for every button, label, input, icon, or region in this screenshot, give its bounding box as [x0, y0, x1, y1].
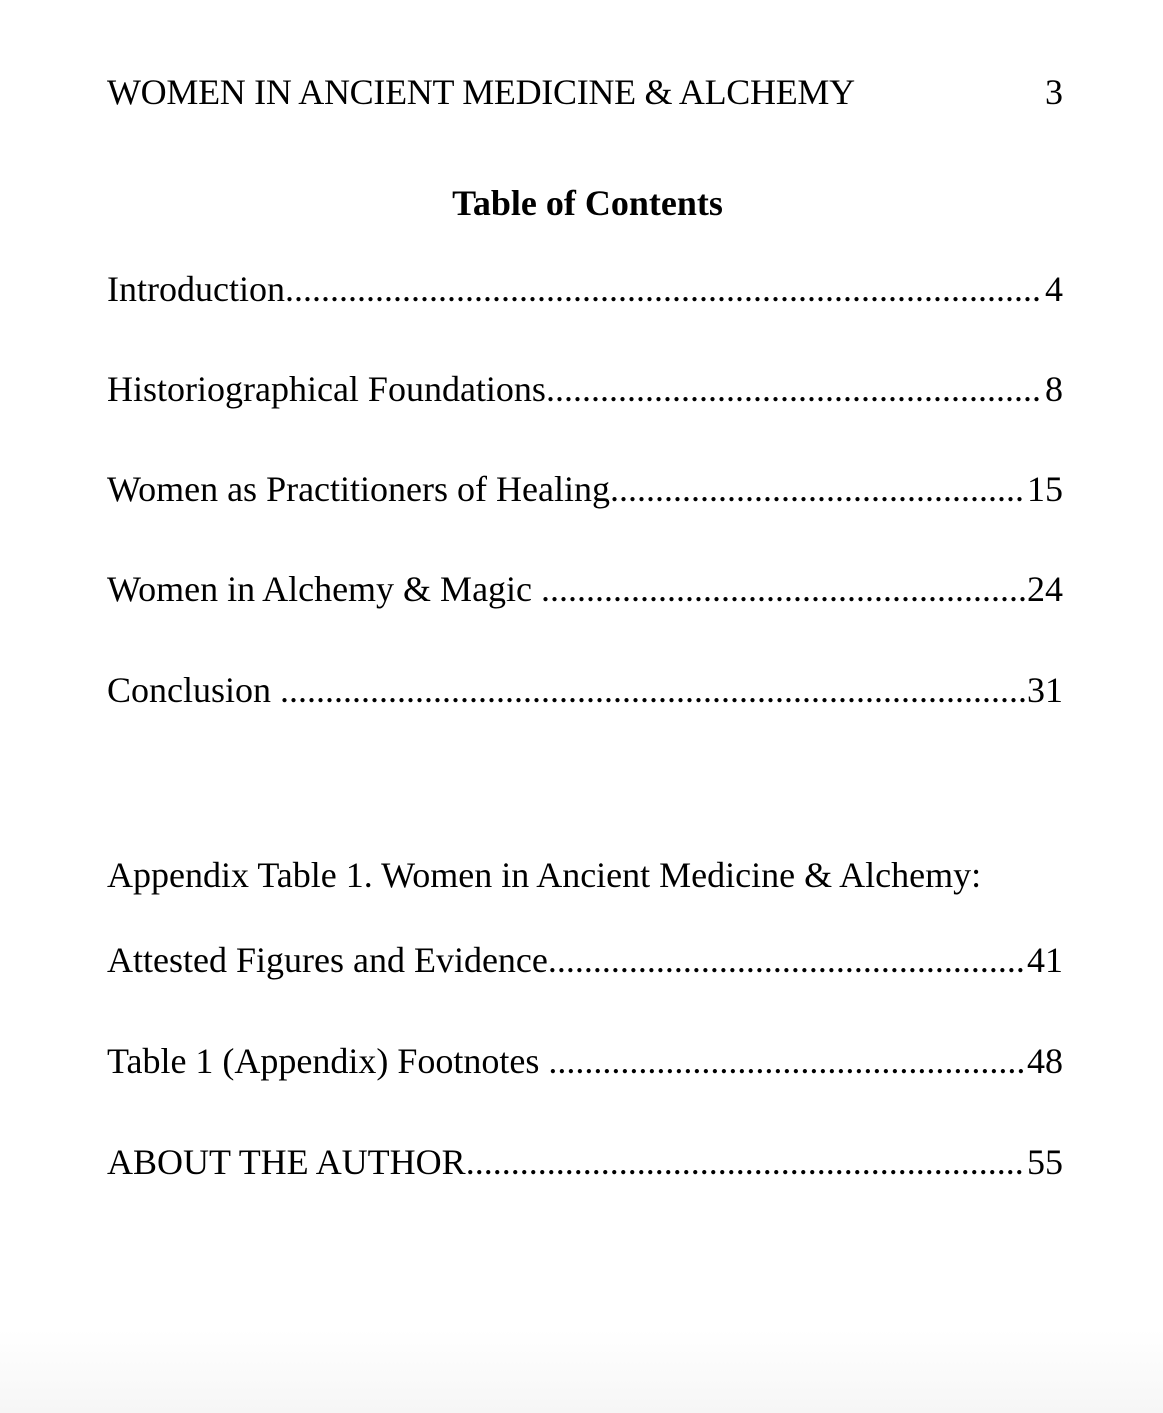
toc-entry-page: 15 — [1027, 469, 1063, 509]
toc-entry-about-the-author[interactable] — [107, 1141, 1063, 1183]
toc-entry-women-in-alchemy[interactable] — [107, 568, 1063, 610]
toc-entry-page: 31 — [1027, 670, 1063, 710]
toc-entry-page: 8 — [1045, 369, 1063, 409]
toc-entry-label: Conclusion — [107, 670, 281, 710]
toc-entry-page: 4 — [1045, 269, 1063, 309]
toc-heading: Table of Contents — [452, 183, 723, 223]
toc-entry-historiographical-foundations[interactable] — [107, 368, 1063, 410]
toc-entry-label: Women as Practitioners of Healing — [107, 469, 610, 509]
toc-entry-label: ABOUT THE AUTHOR — [107, 1142, 466, 1182]
running-head — [107, 72, 1063, 112]
dot-leader — [610, 468, 1025, 510]
dot-leader — [280, 669, 1025, 711]
page-number: 3 — [1045, 72, 1063, 112]
dot-leader — [548, 1040, 1025, 1082]
toc-entry-women-as-practitioners[interactable] — [107, 468, 1063, 510]
toc-entry-page: 24 — [1027, 569, 1063, 609]
dot-leader — [541, 568, 1025, 610]
toc-entry-label: Attested Figures and Evidence — [107, 940, 548, 980]
running-head-title: WOMEN IN ANCIENT MEDICINE & ALCHEMY — [107, 72, 855, 112]
dot-leader — [546, 368, 1043, 410]
toc-entry-conclusion[interactable] — [107, 669, 1063, 711]
toc-entry-page: 41 — [1027, 940, 1063, 980]
toc-appendix-title-line[interactable]: Appendix Table 1. Women in Ancient Medicine & Alchemy: — [107, 855, 982, 895]
toc-entry-table-1-footnotes[interactable] — [107, 1040, 1063, 1082]
toc-entry-label: Historiographical Foundations — [107, 369, 546, 409]
toc-entry-label: Table 1 (Appendix) Footnotes — [107, 1041, 549, 1081]
toc-entry-introduction[interactable] — [107, 268, 1063, 310]
dot-leader — [285, 268, 1043, 310]
dot-leader — [548, 939, 1025, 981]
toc-entry-appendix-table-1[interactable] — [107, 939, 1063, 981]
toc-entry-label: Introduction — [107, 269, 285, 309]
dot-leader — [466, 1141, 1025, 1183]
toc-entry-label: Women in Alchemy & Magic — [107, 569, 542, 609]
toc-entry-page: 55 — [1027, 1142, 1063, 1182]
toc-entry-page: 48 — [1027, 1041, 1063, 1081]
